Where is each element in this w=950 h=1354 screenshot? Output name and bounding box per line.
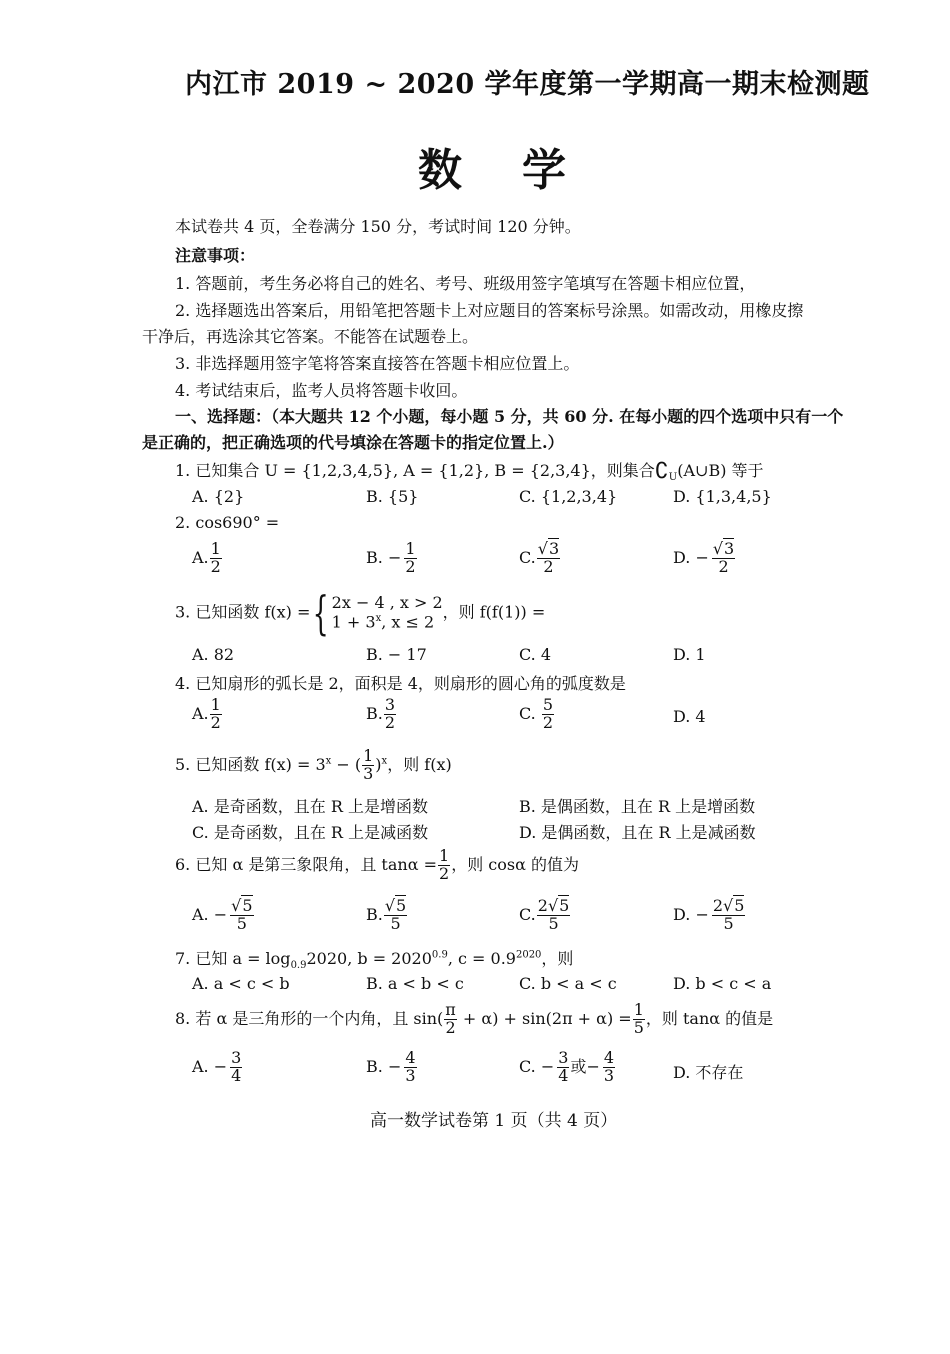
case-2-base: 1 + 3 xyxy=(331,612,376,632)
q6-option-d xyxy=(673,898,746,933)
question-5 xyxy=(175,748,452,783)
fraction xyxy=(557,1050,569,1085)
question-1-tail: (A∪B) 等于 xyxy=(677,461,764,480)
denominator: 2 xyxy=(439,863,450,883)
q8-option-c xyxy=(519,1050,616,1085)
exponent: 2020 xyxy=(515,949,542,961)
fraction xyxy=(542,697,554,732)
fraction xyxy=(404,1050,416,1085)
option-label: C. xyxy=(519,703,536,723)
option-label: B. xyxy=(366,547,383,567)
fraction xyxy=(384,898,407,933)
denominator: 3 xyxy=(363,763,374,783)
close-paren: ) xyxy=(375,754,382,774)
q7-option-a: A. a < c < b xyxy=(192,974,290,993)
option-label: B. xyxy=(366,703,383,723)
fraction xyxy=(712,541,735,576)
q1-option-d: D. {1,3,4,5} xyxy=(673,487,772,506)
question-8-tail: ，则 tanα 的值是 xyxy=(645,1008,774,1028)
option-label: C. xyxy=(519,904,536,924)
notice-heading: 注意事项： xyxy=(175,246,256,265)
case-1: 2x − 4 , x > 2 xyxy=(331,593,443,613)
fraction xyxy=(444,1002,457,1037)
denominator: 2 xyxy=(543,556,554,576)
piecewise-cases xyxy=(332,594,443,631)
minus-sign: − xyxy=(586,1056,600,1076)
minus-sign: − xyxy=(540,1056,555,1076)
question-7-tail: ，则 xyxy=(541,949,574,968)
q8-option-b xyxy=(366,1050,418,1085)
fraction xyxy=(438,848,450,883)
q5-option-b: B. 是偶函数，且在 R 上是增函数 xyxy=(519,797,756,816)
exam-info: 本试卷共 4 页，全卷满分 150 分，考试时间 120 分钟。 xyxy=(175,217,581,236)
q2-option-a xyxy=(192,541,223,576)
radicand: 3 xyxy=(724,539,735,558)
numerator: 3 xyxy=(558,1048,569,1067)
q2-option-d xyxy=(673,541,736,576)
minus-sign: − xyxy=(695,547,709,567)
notice-3: 3. 非选择题用签字笔将答案直接答在答题卡相应位置上。 xyxy=(175,354,580,373)
denominator: 3 xyxy=(405,1065,416,1085)
denominator: 2 xyxy=(405,556,416,576)
log-base: 0.9 xyxy=(290,960,307,972)
question-7-mid1: 2020, b = 2020 xyxy=(306,949,432,968)
subject-title: 数学 xyxy=(418,145,626,196)
q6-option-c xyxy=(519,898,571,933)
radicand: 5 xyxy=(734,896,745,915)
denominator: 3 xyxy=(603,1065,615,1085)
question-6-tail: ，则 cosα 的值为 xyxy=(451,854,579,874)
coefficient: 2 xyxy=(537,896,548,915)
sqrt-sign: √ xyxy=(712,539,724,558)
fraction xyxy=(633,1002,645,1037)
page-title: 内江市 2019 ~ 2020 学年度第一学期高一期末检测题 xyxy=(185,69,870,100)
q5-option-c: C. 是奇函数，且在 R 上是减函数 xyxy=(192,823,429,842)
fraction xyxy=(537,541,560,576)
question-3 xyxy=(175,586,546,640)
exponent: x xyxy=(381,755,388,767)
sqrt-sign: √ xyxy=(723,896,734,915)
sqrt-sign: √ xyxy=(537,539,548,558)
q3-option-d: D. 1 xyxy=(673,645,706,664)
question-3-lead: 3. 已知函数 f(x) = xyxy=(175,602,311,622)
fraction xyxy=(712,898,746,933)
question-5-tail: ，则 f(x) xyxy=(387,754,452,774)
option-label: A. xyxy=(192,703,209,723)
numerator: π xyxy=(445,1000,456,1019)
sqrt-sign: √ xyxy=(384,896,396,915)
q1-option-b: B. {5} xyxy=(366,487,419,506)
complement-subscript: U xyxy=(668,472,678,484)
numerator: 3 xyxy=(231,1048,242,1067)
case-2-exponent: x xyxy=(375,612,382,624)
minus-sign: − xyxy=(695,904,709,924)
question-3-tail: ，则 f(f(1)) = xyxy=(442,602,546,622)
denominator: 5 xyxy=(633,1017,644,1037)
option-label: A. xyxy=(192,547,209,567)
q2-option-c xyxy=(519,541,561,576)
question-5-mid: − ( xyxy=(331,754,362,774)
denominator: 2 xyxy=(210,712,221,732)
fraction xyxy=(603,1050,615,1085)
question-7-lead: 7. 已知 a = log xyxy=(175,949,291,968)
fraction xyxy=(210,541,222,576)
question-1 xyxy=(175,458,764,484)
q1-option-a: A. {2} xyxy=(192,487,245,506)
q4-option-d: D. 4 xyxy=(673,707,706,726)
case-2-condition: , x ≤ 2 xyxy=(381,612,435,632)
q6-option-a xyxy=(192,898,255,933)
option-label: D. xyxy=(673,904,691,924)
numerator: 1 xyxy=(405,539,416,558)
q8-option-d: D. 不存在 xyxy=(673,1063,744,1082)
minus-sign: − xyxy=(213,1056,228,1076)
coefficient: 2 xyxy=(712,896,724,915)
question-5-lead: 5. 已知函数 f(x) = 3 xyxy=(175,754,326,774)
option-label: A. xyxy=(192,904,209,924)
notice-4: 4. 考试结束后，监考人员将答题卡收回。 xyxy=(175,381,468,400)
notice-2: 2. 选择题选出答案后，用铅笔把答题卡上对应题目的答案标号涂黑。如需改动，用橡皮擦 xyxy=(175,301,804,320)
denominator: 5 xyxy=(548,913,559,933)
minus-sign: − xyxy=(213,904,228,924)
page-footer: 高一数学试卷第 1 页（共 4 页） xyxy=(370,1111,618,1131)
q7-option-c: C. b < a < c xyxy=(519,974,617,993)
numerator: 1 xyxy=(210,695,221,714)
option-label: D. xyxy=(673,547,691,567)
fraction xyxy=(404,541,416,576)
option-label: C. xyxy=(519,1056,536,1076)
sqrt-sign: √ xyxy=(231,896,242,915)
question-2: 2. cos690° = xyxy=(175,513,280,532)
denominator: 2 xyxy=(718,556,729,576)
denominator: 5 xyxy=(390,913,401,933)
q5-option-a: A. 是奇函数，且在 R 上是增函数 xyxy=(192,797,428,816)
fraction xyxy=(230,1050,242,1085)
numerator: 5 xyxy=(542,695,554,714)
denominator: 4 xyxy=(231,1065,242,1085)
option-label: A. xyxy=(192,1056,209,1076)
numerator: 1 xyxy=(363,746,374,765)
numerator: 4 xyxy=(405,1048,416,1067)
minus-sign: − xyxy=(387,547,402,567)
numerator: 3 xyxy=(384,695,396,714)
q3-option-c: C. 4 xyxy=(519,645,552,664)
piecewise-brace: { xyxy=(312,586,330,640)
exponent: 0.9 xyxy=(431,949,448,961)
notice-2-cont: 干净后，再选涂其它答案。不能答在试题卷上。 xyxy=(142,327,479,346)
q7-option-d: D. b < c < a xyxy=(673,974,772,993)
notice-1: 1. 答题前，考生务必将自己的姓名、考号、班级用签字笔填写在答题卡相应位置， xyxy=(175,274,756,293)
denominator: 5 xyxy=(236,913,247,933)
q2-option-b xyxy=(366,541,418,576)
fraction xyxy=(537,898,571,933)
exponent: x xyxy=(325,755,332,767)
section-heading: 一、选择题：（本大题共 12 个小题，每小题 5 分，共 60 分. 在每小题的四个选项中只有一个 xyxy=(175,407,844,426)
q3-option-b: B. − 17 xyxy=(366,645,427,664)
numerator: 4 xyxy=(603,1048,615,1067)
denominator: 2 xyxy=(384,712,396,732)
denominator: 4 xyxy=(558,1065,569,1085)
q3-option-a: A. 82 xyxy=(192,645,235,664)
question-8 xyxy=(175,1002,773,1037)
numerator: 1 xyxy=(210,539,221,558)
q6-option-b xyxy=(366,898,408,933)
fraction xyxy=(384,697,396,732)
radicand: 5 xyxy=(396,896,407,915)
q4-option-a xyxy=(192,697,223,732)
question-7-mid2: , c = 0.9 xyxy=(447,949,516,968)
question-4: 4. 已知扇形的弧长是 2，面积是 4，则扇形的圆心角的弧度数是 xyxy=(175,674,626,693)
sqrt-sign: √ xyxy=(547,896,559,915)
fraction xyxy=(210,697,222,732)
q8-option-a xyxy=(192,1050,243,1085)
denominator: 2 xyxy=(210,556,221,576)
question-1-text: 1. 已知集合 U = {1,2,3,4,5}, A = {1,2}, B = {2,3,4}，则集合 xyxy=(175,461,655,480)
question-8-lead: 8. 若 α 是三角形的一个内角，且 sin( xyxy=(175,1008,444,1028)
denominator: 2 xyxy=(445,1017,456,1037)
q4-option-b xyxy=(366,697,397,732)
minus-sign: − xyxy=(387,1056,402,1076)
q4-option-c xyxy=(519,697,555,732)
numerator: 1 xyxy=(439,846,450,865)
case-2 xyxy=(332,613,443,632)
numerator: 1 xyxy=(633,1000,644,1019)
question-7 xyxy=(175,946,573,971)
or-word: 或 xyxy=(570,1056,587,1076)
question-8-mid: + α) + sin(2π + α) = xyxy=(457,1008,632,1028)
option-label: B. xyxy=(366,1056,383,1076)
option-label: B. xyxy=(366,904,383,924)
option-label: C. xyxy=(519,547,536,567)
q1-option-c: C. {1,2,3,4} xyxy=(519,487,618,506)
q5-option-d: D. 是偶函数，且在 R 上是减函数 xyxy=(519,823,756,842)
question-6-lead: 6. 已知 α 是第三象限角，且 tanα = xyxy=(175,854,437,874)
complement-symbol: ∁ xyxy=(654,459,669,484)
radicand: 5 xyxy=(559,896,570,915)
fraction xyxy=(362,748,374,783)
radicand: 5 xyxy=(242,896,253,915)
q7-option-b: B. a < b < c xyxy=(366,974,464,993)
section-heading-cont: 是正确的，把正确选项的代号填涂在答题卡的指定位置上.） xyxy=(142,433,564,452)
fraction xyxy=(230,898,253,933)
question-6 xyxy=(175,848,579,883)
denominator: 2 xyxy=(542,712,554,732)
radicand: 3 xyxy=(548,539,560,558)
denominator: 5 xyxy=(723,913,734,933)
